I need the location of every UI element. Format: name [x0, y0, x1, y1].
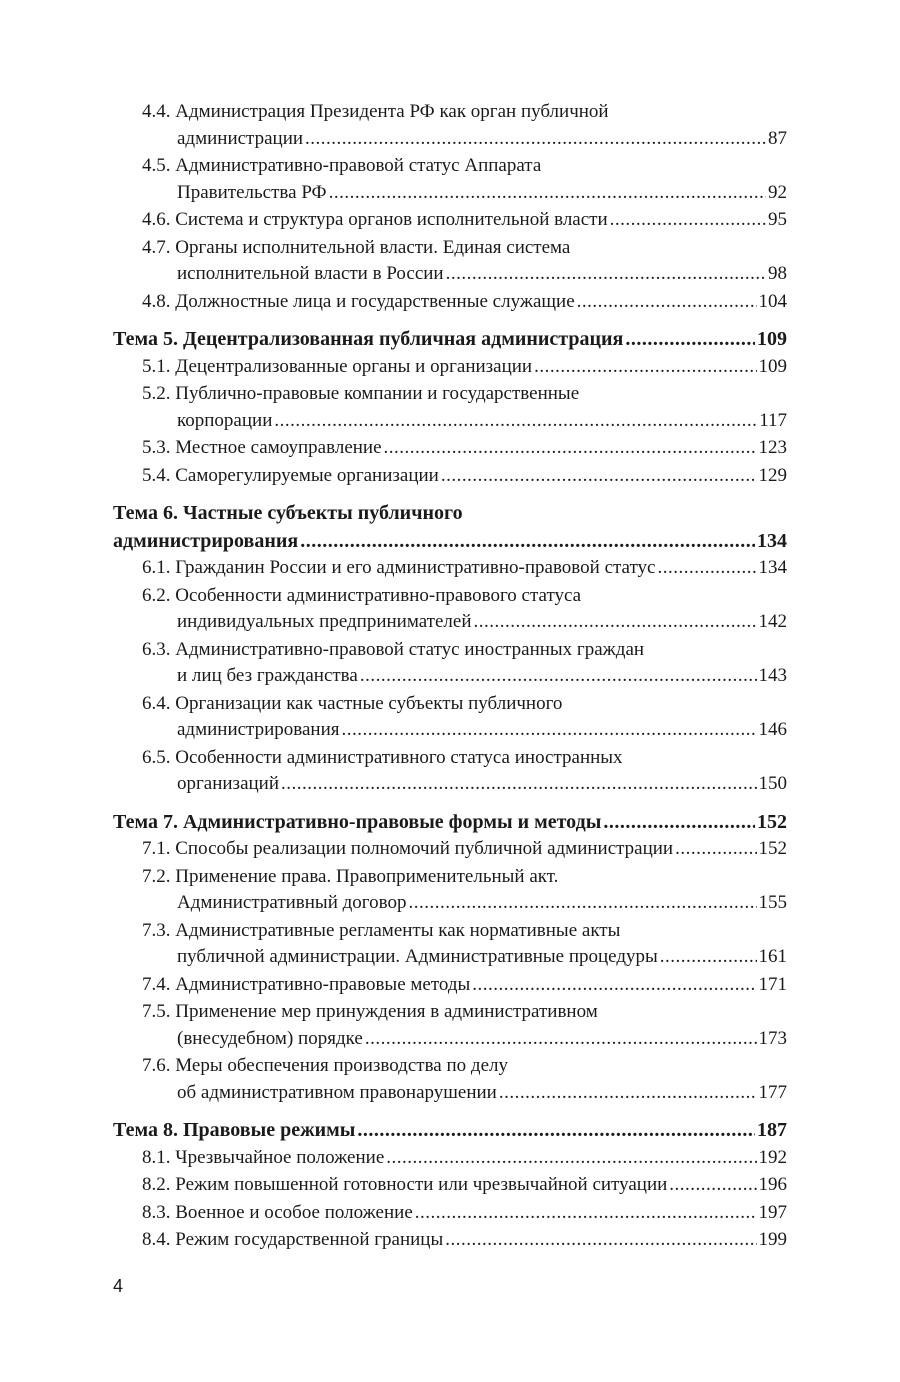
toc-topic-heading	[113, 326, 787, 354]
dot-leader	[474, 609, 757, 636]
toc-entry	[113, 691, 787, 718]
dot-leader	[365, 1026, 757, 1053]
toc-entry-title: Тема 6. Частные субъекты публичного	[113, 502, 463, 524]
toc-page-number: 87	[768, 127, 787, 149]
dot-leader	[408, 890, 756, 917]
toc-entry-title: об административном правонарушении	[177, 1081, 497, 1103]
toc-entry-continuation	[113, 944, 787, 971]
toc-entry-title: 5.4. Саморегулируемые организации	[142, 464, 439, 486]
toc-entry-title: 7.4. Административно-правовые методы	[142, 973, 471, 995]
toc-entry-title: 4.5. Административно-правовой статус Аппарата	[142, 155, 542, 176]
toc-entry-title: 7.1. Способы реализации полномочий публичной администрации	[142, 838, 674, 859]
toc-page-number: 171	[758, 973, 787, 995]
toc-entry-title: 5.3. Местное самоуправление	[142, 437, 382, 458]
toc-entry-continuation	[113, 663, 787, 690]
toc-entry-continuation	[113, 771, 787, 798]
toc-entry-title: 7.2. Применение права. Правоприменительный акт.	[142, 865, 559, 887]
toc-entry-title: 6.4. Организации как частные субъекты публичного	[142, 692, 563, 714]
toc-page-number: 109	[758, 355, 787, 377]
toc-page-number: 197	[758, 1201, 787, 1223]
toc-page-number: 146	[758, 719, 787, 740]
toc-entry	[113, 745, 787, 772]
toc-entry-title: корпорации	[177, 409, 273, 431]
dot-leader	[446, 261, 766, 288]
toc-entry-title: Тема 5. Децентрализованная публичная администрация	[113, 328, 624, 350]
toc-entry-continuation	[113, 1026, 787, 1053]
toc-entry-title: Тема 7. Административно-правовые формы и методы	[113, 810, 602, 833]
spacer	[113, 1106, 787, 1117]
toc-entry-title: 5.2. Публично-правовые компании и государственные	[142, 383, 580, 404]
toc-entry-title: 7.6. Меры обеспечения производства по делу	[142, 1055, 508, 1076]
toc-page-number: 161	[758, 946, 787, 967]
toc-entry	[113, 1145, 787, 1172]
dot-leader	[472, 972, 756, 999]
dot-leader	[441, 463, 757, 490]
dot-leader	[657, 555, 756, 582]
toc-page-number: 142	[758, 611, 787, 632]
toc-topic-heading	[113, 500, 787, 528]
toc-topic-heading	[113, 1117, 787, 1145]
toc-entry	[113, 99, 787, 126]
dot-leader	[357, 1117, 755, 1145]
toc-entry	[113, 435, 787, 462]
toc-page-number: 192	[758, 1146, 787, 1168]
toc-entry-title: 7.5. Применение мер принуждения в административном	[142, 1001, 598, 1022]
toc-entry-title: Тема 8. Правовые режимы	[113, 1119, 356, 1141]
toc-page-number: 109	[757, 328, 787, 350]
toc-page-number: 155	[758, 892, 787, 913]
toc-entry-title: индивидуальных предпринимателей	[177, 611, 472, 632]
toc-entry-title: Административный договор	[177, 892, 407, 913]
toc-entry	[113, 153, 787, 180]
toc-entry	[113, 864, 787, 891]
toc-page-number: 152	[758, 838, 787, 859]
toc-entry-title: публичной администрации. Административные процедуры	[177, 946, 658, 967]
toc-entry	[113, 918, 787, 945]
toc-entry	[113, 1227, 787, 1254]
toc-entry	[113, 637, 787, 664]
toc-entry-title: 4.4. Администрация Президента РФ как орган публичной	[142, 101, 609, 122]
toc-entry	[113, 999, 787, 1026]
dot-leader	[610, 207, 766, 234]
dot-leader	[534, 354, 756, 381]
toc-entry	[113, 463, 787, 490]
toc-entry	[113, 381, 787, 408]
toc-page-number: 150	[758, 773, 787, 794]
toc-entry-continuation	[113, 126, 787, 153]
dot-leader	[342, 717, 757, 744]
dot-leader	[281, 771, 756, 798]
toc-page-number: 199	[758, 1229, 787, 1250]
dot-leader	[305, 126, 766, 153]
toc-entry-title: администрирования	[177, 719, 340, 740]
dot-leader	[445, 1227, 756, 1254]
dot-leader	[603, 809, 755, 837]
toc-entry-continuation	[113, 890, 787, 917]
toc-page-number: 95	[768, 209, 787, 230]
dot-leader	[625, 326, 755, 354]
toc-entry	[113, 583, 787, 610]
toc-entry	[113, 1053, 787, 1080]
dot-leader	[675, 836, 756, 863]
toc-entry-title: 4.8. Должностные лица и государственные служащие	[142, 290, 575, 312]
toc-page-number: 152	[757, 810, 787, 833]
toc-page-number: 129	[758, 464, 787, 486]
toc-entry-continuation	[113, 408, 787, 435]
toc-entry-title: исполнительной власти в России	[177, 263, 444, 284]
dot-leader	[300, 528, 755, 556]
toc-entry-title: 8.2. Режим повышенной готовности или чрезвычайной ситуации	[142, 1174, 668, 1195]
toc-entry-title: 4.7. Органы исполнительной власти. Единая система	[142, 236, 571, 258]
toc-entry-title: 5.1. Децентрализованные органы и организации	[142, 355, 533, 377]
dot-leader	[386, 1145, 756, 1172]
toc-entry-title: Правительства РФ	[177, 181, 327, 203]
toc-entry-continuation	[113, 717, 787, 744]
dot-leader	[384, 435, 757, 462]
toc-entry-continuation	[113, 609, 787, 636]
toc-page-number: 143	[758, 665, 787, 686]
toc-entry	[113, 555, 787, 582]
toc-entry-title: 6.3. Административно-правовой статус иностранных граждан	[142, 638, 645, 660]
toc-page-number: 134	[757, 529, 787, 552]
toc-page-number: 177	[758, 1081, 787, 1103]
toc-page-number: 134	[758, 557, 787, 578]
dot-leader	[415, 1200, 757, 1227]
spacer	[113, 489, 787, 500]
toc-topic-heading	[113, 528, 787, 556]
toc-entry	[113, 972, 787, 999]
toc-page-number: 117	[759, 409, 787, 431]
table-of-contents	[113, 98, 787, 1254]
dot-leader	[274, 408, 757, 435]
dot-leader	[669, 1172, 756, 1199]
toc-entry-title: 8.3. Военное и особое положение	[142, 1201, 413, 1223]
toc-entry-title: и лиц без гражданства	[177, 665, 358, 686]
toc-entry-title: 8.4. Режим государственной границы	[142, 1229, 444, 1250]
toc-entry-title: администрации	[177, 127, 304, 149]
toc-entry-title: 6.1. Гражданин России и его административно-правовой статус	[142, 557, 656, 578]
toc-entry-title: 6.2. Особенности административно-правового статуса	[142, 584, 582, 606]
toc-page-number: 104	[758, 290, 787, 312]
toc-page-number: 92	[768, 181, 787, 203]
page-number: 4	[113, 1276, 124, 1296]
toc-entry-title: 4.6. Система и структура органов исполнительной власти	[142, 209, 608, 230]
toc-topic-heading	[113, 809, 787, 837]
dot-leader	[499, 1080, 757, 1107]
dot-leader	[577, 289, 757, 316]
toc-entry-title: (внесудебном) порядке	[177, 1027, 363, 1049]
toc-entry-title: 7.3. Административные регламенты как нормативные акты	[142, 919, 621, 941]
dot-leader	[360, 663, 757, 690]
toc-entry-title: 6.5. Особенности административного статуса иностранных	[142, 746, 623, 768]
toc-entry-title: администрирования	[113, 529, 299, 552]
toc-entry-continuation	[113, 261, 787, 288]
toc-entry	[113, 1200, 787, 1227]
toc-entry-title: 8.1. Чрезвычайное положение	[142, 1146, 385, 1168]
toc-page-number: 196	[758, 1174, 787, 1195]
spacer	[113, 798, 787, 809]
toc-entry	[113, 354, 787, 381]
toc-page-number: 187	[757, 1119, 787, 1141]
toc-entry	[113, 836, 787, 863]
toc-entry	[113, 207, 787, 234]
toc-page-number: 123	[758, 437, 787, 458]
toc-page-number: 173	[758, 1027, 787, 1049]
toc-entry	[113, 289, 787, 316]
toc-entry-continuation	[113, 1080, 787, 1107]
toc-entry-title: организаций	[177, 773, 280, 794]
dot-leader	[329, 180, 766, 207]
toc-entry	[113, 235, 787, 262]
dot-leader	[660, 944, 757, 971]
toc-page-number: 98	[768, 263, 787, 284]
spacer	[113, 315, 787, 326]
toc-entry	[113, 1172, 787, 1199]
toc-entry-continuation	[113, 180, 787, 207]
